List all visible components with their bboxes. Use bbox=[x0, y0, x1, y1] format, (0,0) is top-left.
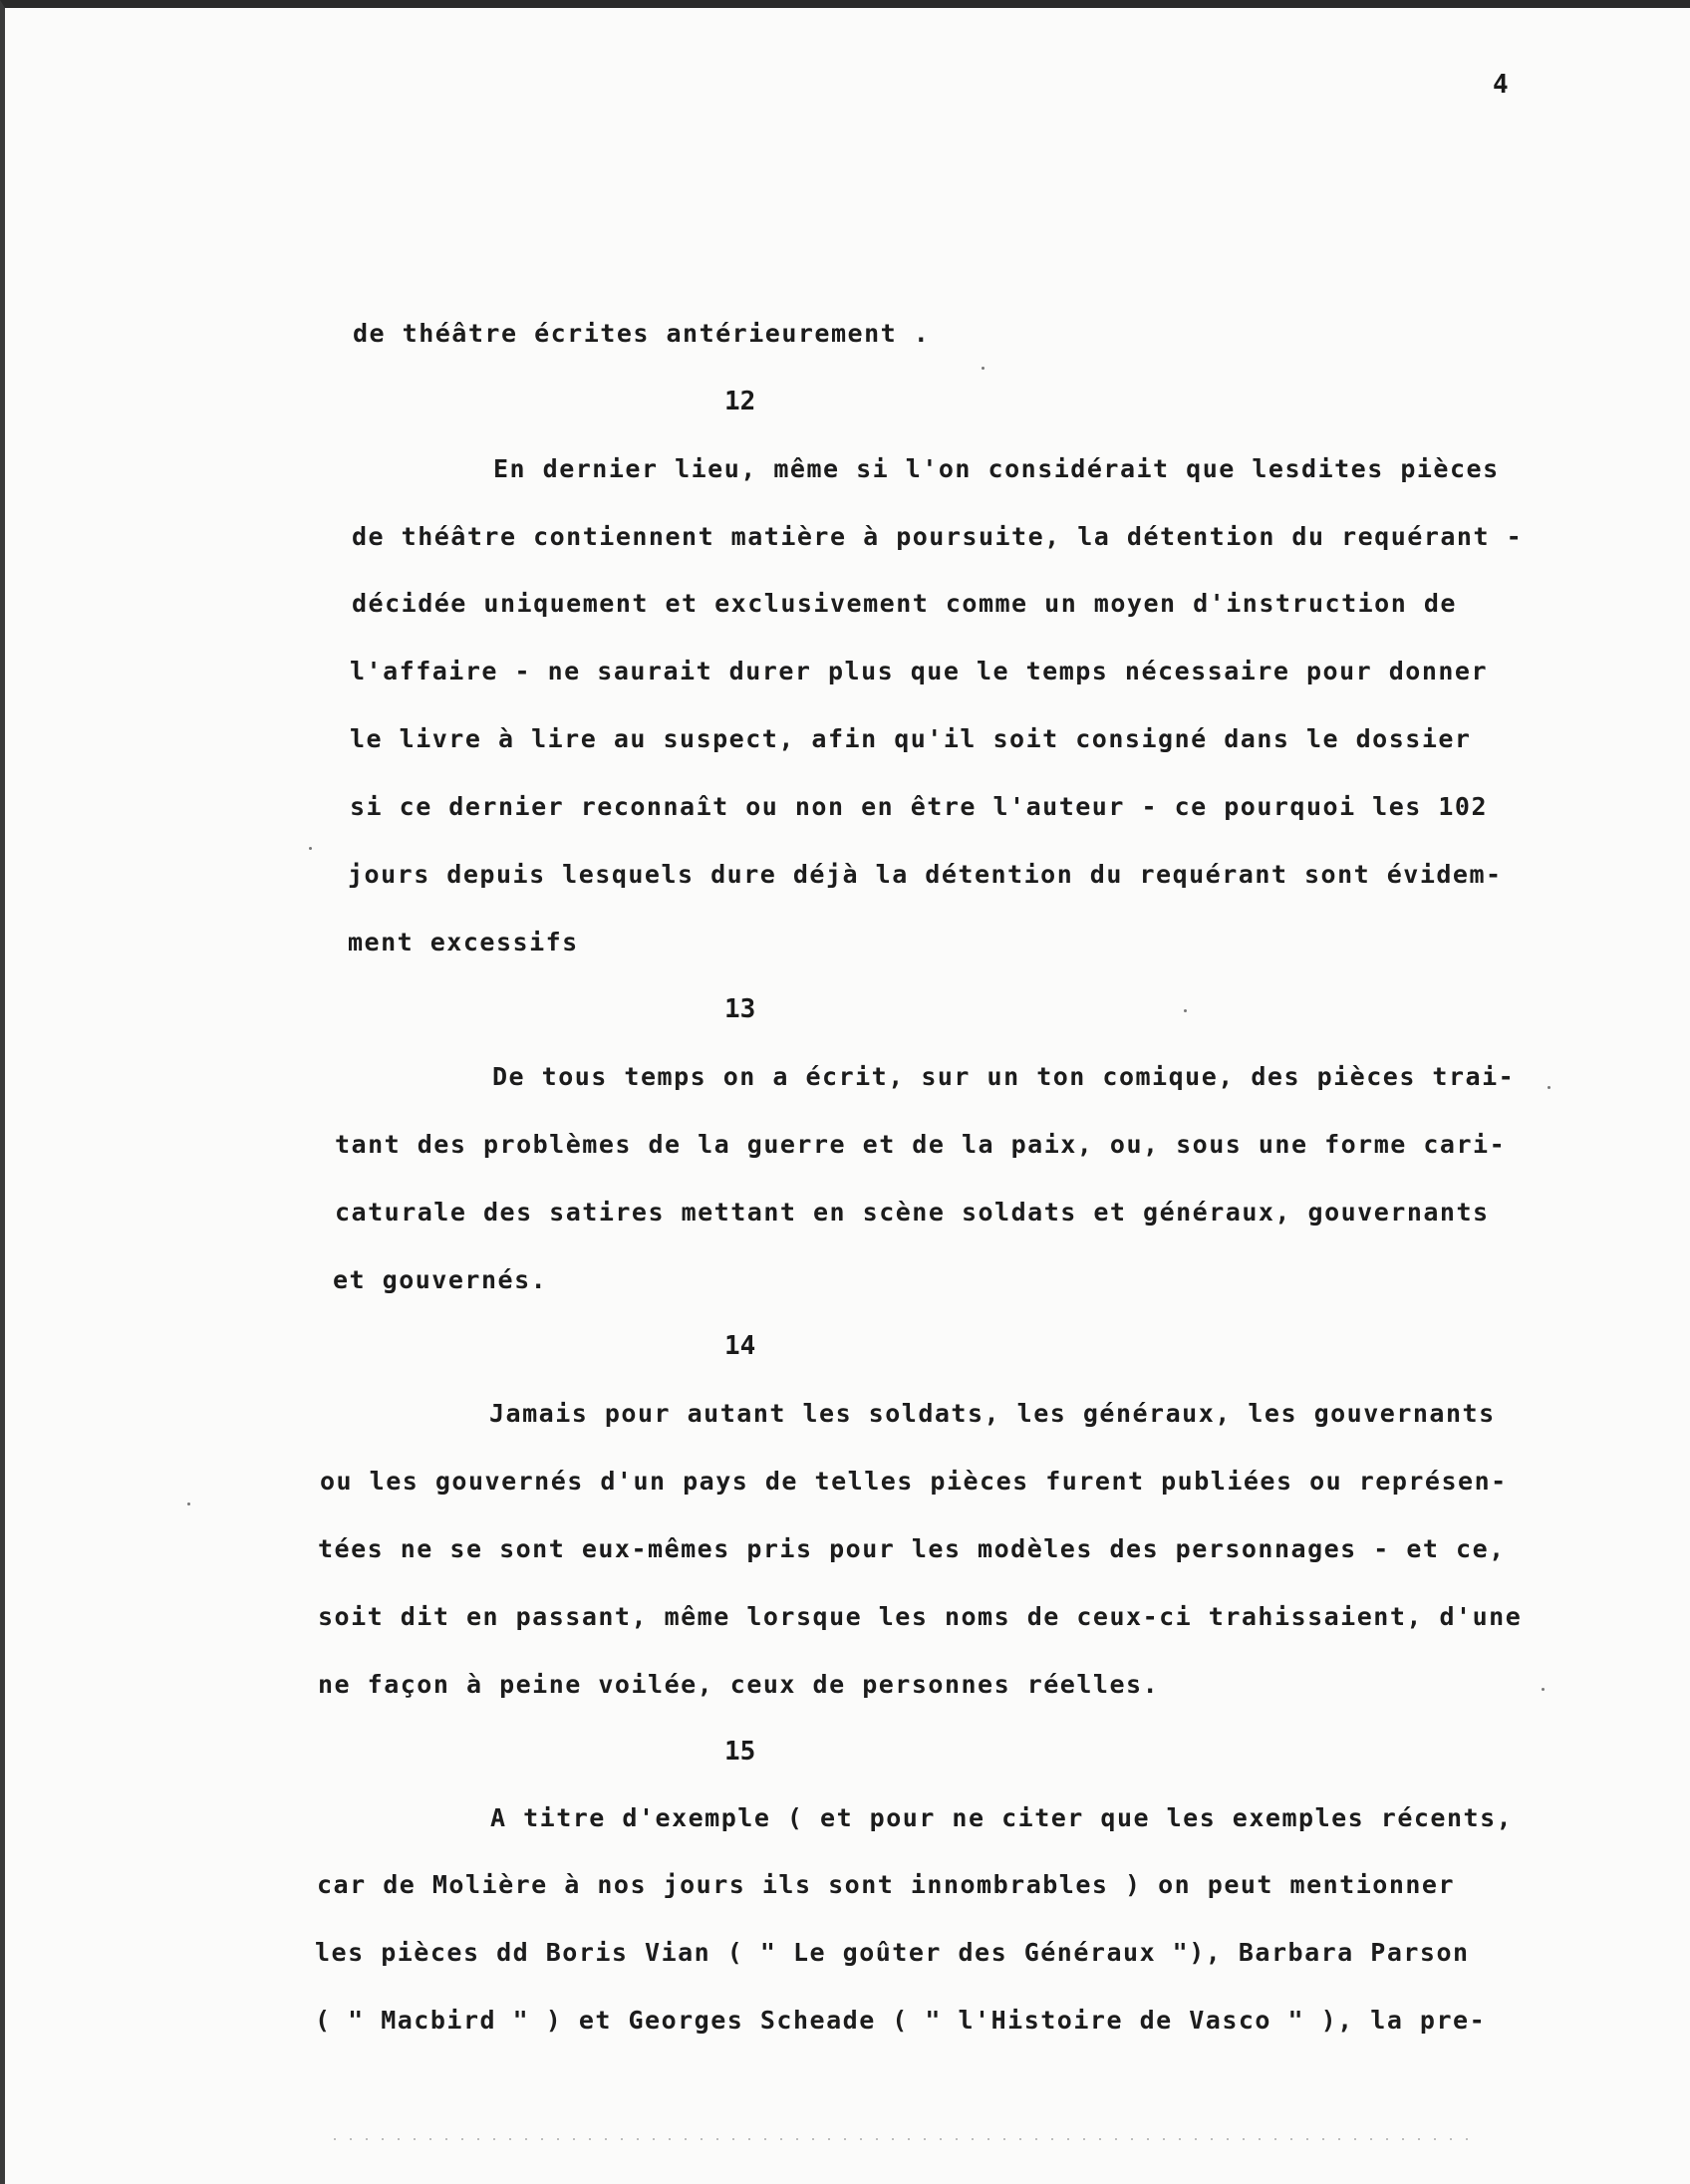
paragraph-number: 12 bbox=[724, 387, 756, 416]
paragraph-number: 13 bbox=[724, 994, 756, 1024]
page-number: 4 bbox=[1493, 70, 1509, 100]
text-line: En dernier lieu, même si l'on considérait que lesdites pièces bbox=[493, 454, 1500, 483]
scan-speck bbox=[1548, 1086, 1550, 1089]
scan-noise bbox=[334, 2138, 1480, 2140]
text-line: les pièces dd Boris Vian ( " Le goûter des Généraux "), Barbara Parson bbox=[315, 1938, 1470, 1967]
scan-speck bbox=[187, 1502, 190, 1505]
text-line: et gouvernés. bbox=[333, 1265, 548, 1294]
scan-speck bbox=[982, 367, 985, 370]
text-line: ne façon à peine voilée, ceux de personnes réelles. bbox=[318, 1670, 1160, 1699]
text-line: ou les gouvernés d'un pays de telles pièces furent publiées ou représen- bbox=[320, 1467, 1508, 1496]
scan-speck bbox=[1184, 1009, 1187, 1012]
text-line: jours depuis lesquels dure déjà la détention du requérant sont évidem- bbox=[348, 860, 1503, 889]
text-line: tées ne se sont eux-mêmes pris pour les modèles des personnages - et ce, bbox=[318, 1534, 1506, 1563]
scan-speck bbox=[309, 847, 312, 850]
text-line: ment excessifs bbox=[348, 928, 579, 956]
text-line: l'affaire - ne saurait durer plus que le temps nécessaire pour donner bbox=[350, 657, 1489, 685]
text-line: ( " Macbird " ) et Georges Scheade ( " l'Histoire de Vasco " ), la pre- bbox=[315, 2006, 1487, 2035]
scan-speck bbox=[1542, 1688, 1545, 1691]
text-line: si ce dernier reconnaît ou non en être l'auteur - ce pourquoi les 102 bbox=[350, 792, 1489, 821]
text-line: décidée uniquement et exclusivement comme un moyen d'instruction de bbox=[352, 589, 1457, 618]
text-line: le livre à lire au suspect, afin qu'il soit consigné dans le dossier bbox=[350, 724, 1472, 753]
text-line: A titre d'exemple ( et pour ne citer que les exemples récents, bbox=[490, 1803, 1514, 1832]
paragraph-number: 14 bbox=[724, 1331, 756, 1361]
text-line: car de Molière à nos jours ils sont innombrables ) on peut mentionner bbox=[317, 1870, 1456, 1899]
text-line: caturale des satires mettant en scène soldats et généraux, gouvernants bbox=[335, 1198, 1490, 1227]
text-line: Jamais pour autant les soldats, les généraux, les gouvernants bbox=[489, 1399, 1496, 1428]
text-line: soit dit en passant, même lorsque les noms de ceux-ci trahissaient, d'une bbox=[318, 1602, 1523, 1631]
text-line: tant des problèmes de la guerre et de la paix, ou, sous une forme cari- bbox=[335, 1130, 1507, 1159]
text-line: de théâtre contiennent matière à poursuite, la détention du requérant - bbox=[352, 522, 1524, 551]
paragraph-number: 15 bbox=[724, 1737, 756, 1767]
text-line: de théâtre écrites antérieurement . bbox=[353, 319, 931, 348]
text-line: De tous temps on a écrit, sur un ton comique, des pièces trai- bbox=[492, 1062, 1516, 1091]
